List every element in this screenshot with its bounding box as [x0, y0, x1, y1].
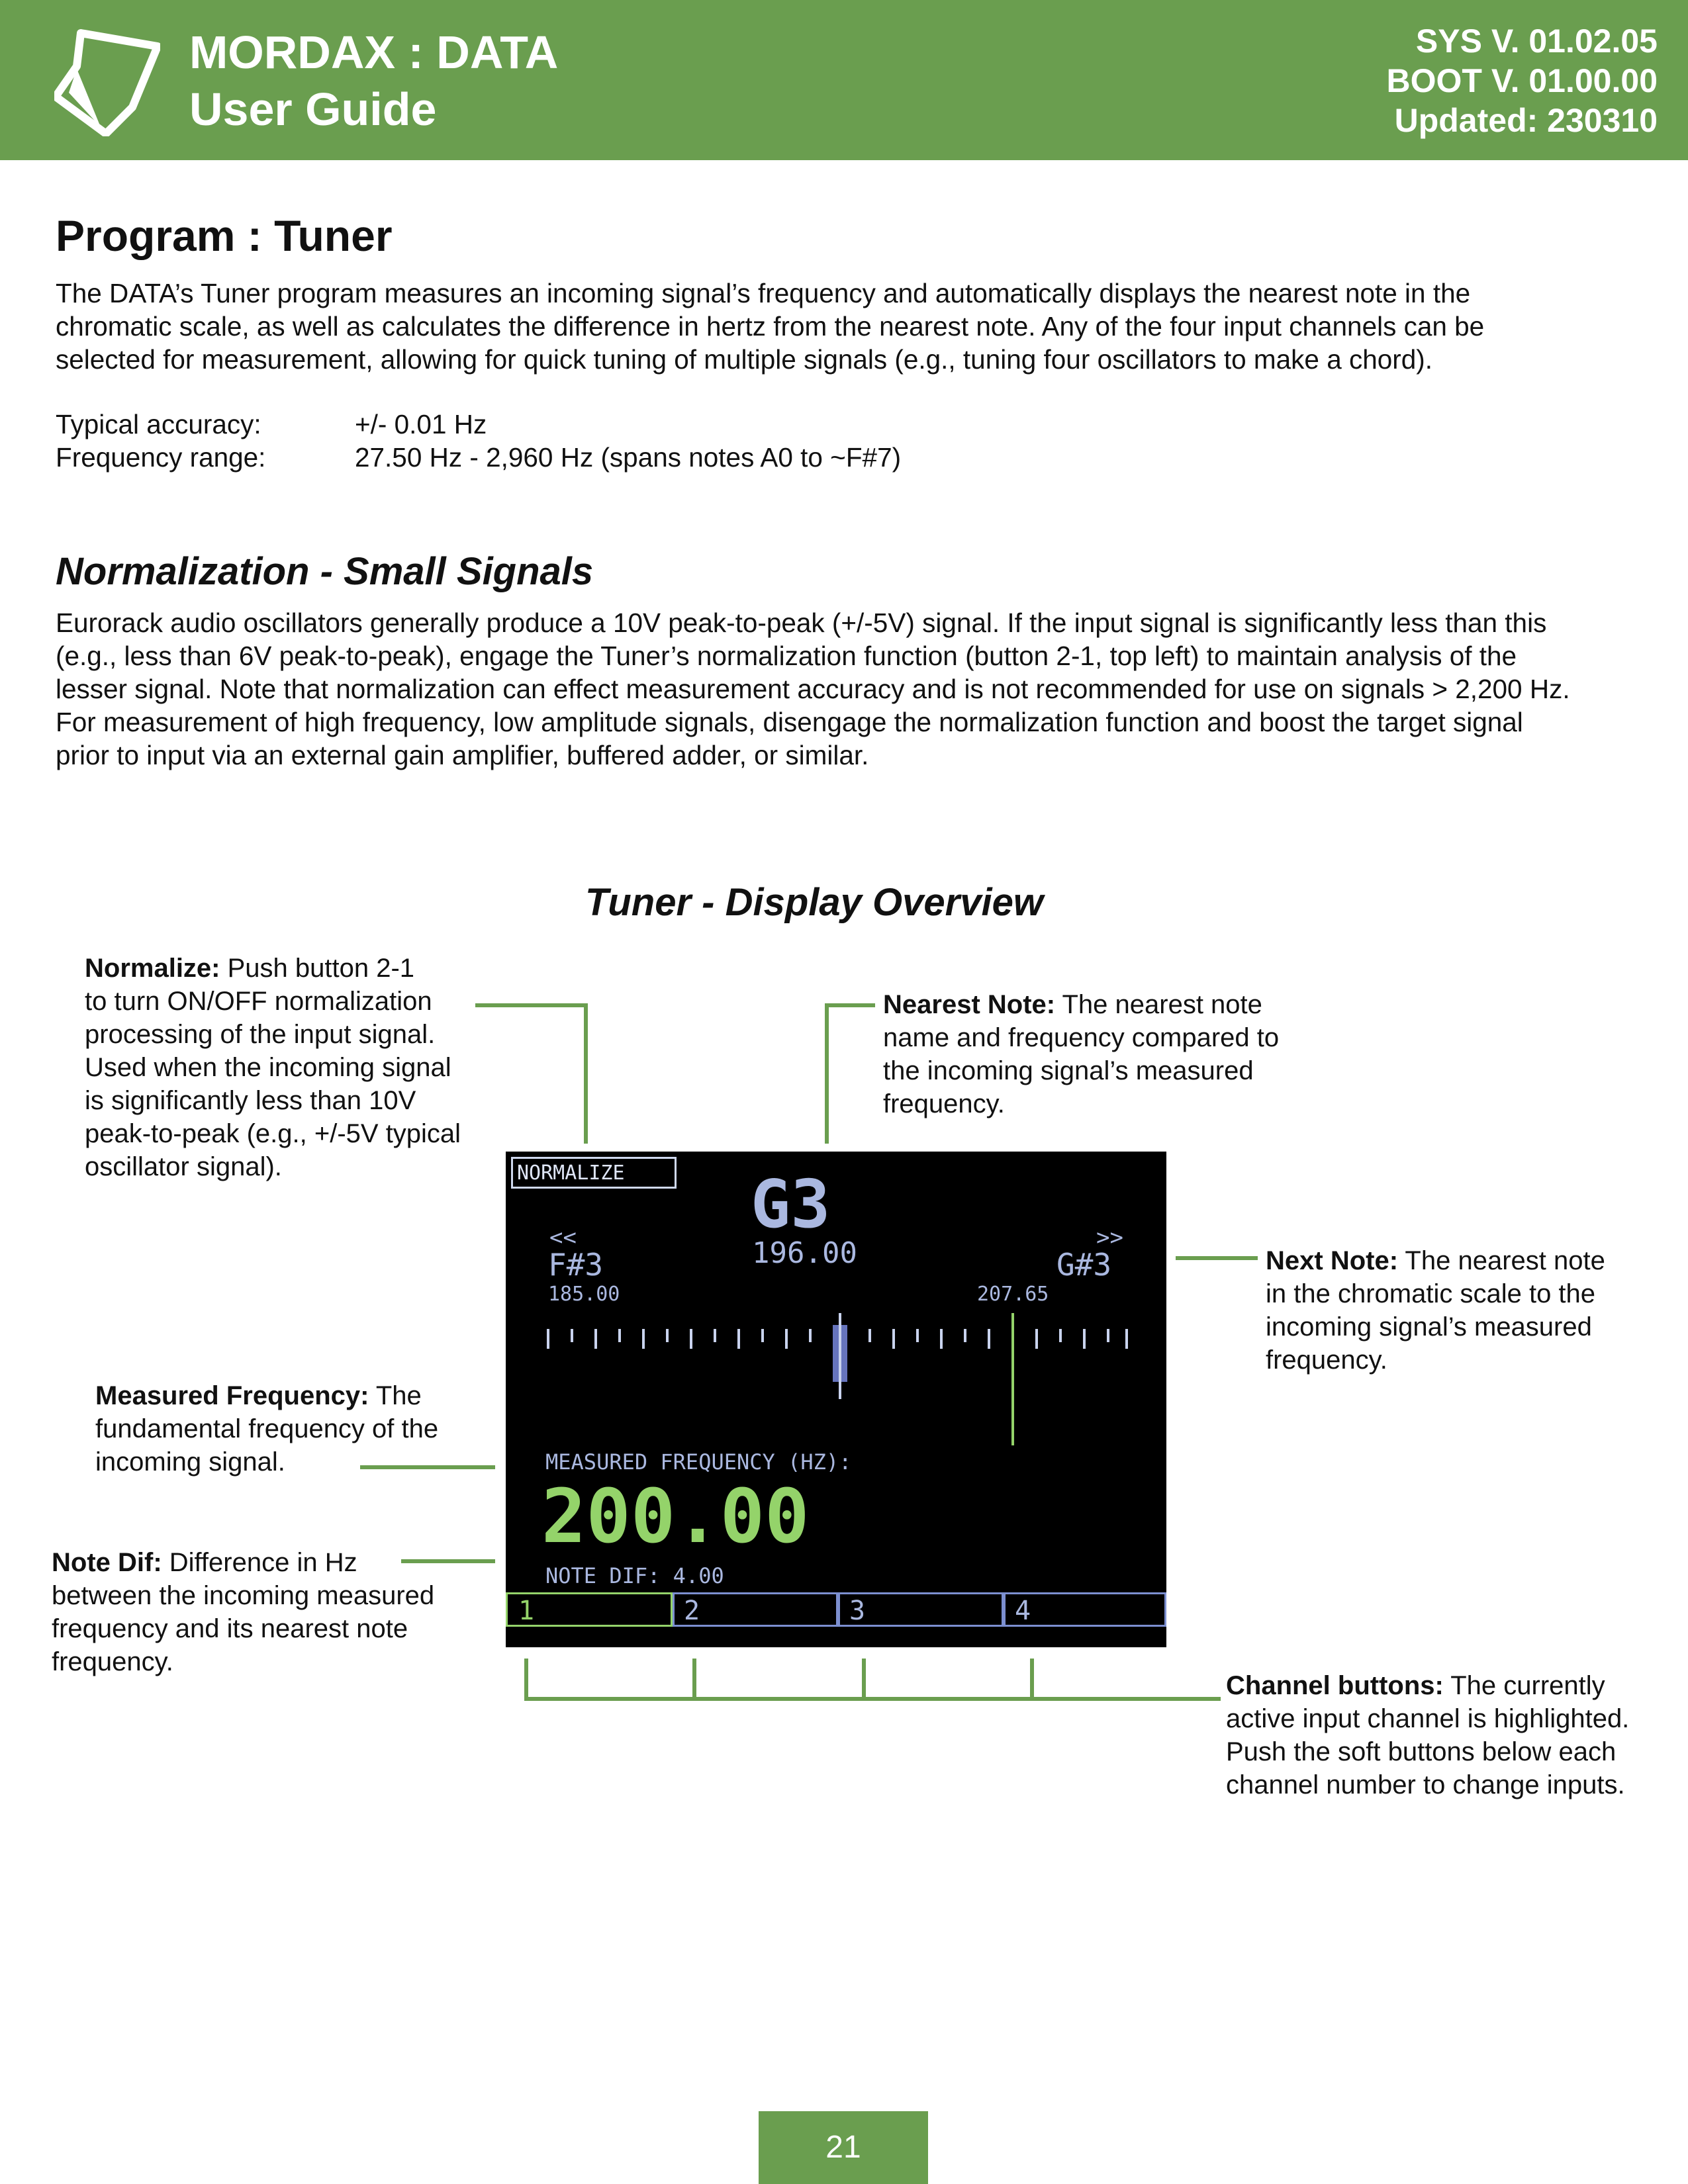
leader-line	[825, 1003, 875, 1007]
meter-tick	[916, 1329, 919, 1342]
updated-date: Updated: 230310	[1394, 102, 1658, 139]
meter-tick	[940, 1329, 943, 1349]
leader-line	[524, 1697, 1221, 1701]
spec-value: +/- 0.01 Hz	[355, 409, 487, 439]
text-line: lesser signal. Note that normalization can effect measurement accuracy and is not recommended for use on signals > 2,200 Hz.	[56, 674, 1570, 704]
prev-note-name: F#3	[548, 1247, 604, 1283]
section-heading-tuner: Program : Tuner	[56, 211, 393, 260]
leader-line	[825, 1003, 829, 1144]
text-line: For measurement of high frequency, low amplitude signals, disengage the normalization function and boost the target signal	[56, 707, 1523, 737]
measured-needle	[1011, 1313, 1014, 1445]
spec-label: Frequency range:	[56, 442, 266, 473]
callout-next-note: Next Note: The nearest note in the chromatic scale to the incoming signal’s measured frequency.	[1266, 1246, 1605, 1375]
leader-line	[584, 1003, 588, 1144]
leader-line	[401, 1559, 495, 1563]
tuner-screen	[506, 1152, 1166, 1647]
doc-subtitle: User Guide	[189, 83, 437, 135]
callout-measured-frequency: Measured Frequency: The fundamental frequency of the incoming signal.	[95, 1381, 439, 1477]
tuning-meter	[545, 1313, 1128, 1399]
text-line: prior to input via an external gain amplifier, buffered adder, or similar.	[56, 740, 869, 770]
channel-button-1[interactable]	[506, 1592, 673, 1627]
meter-tick	[594, 1329, 597, 1349]
leader-line	[1030, 1659, 1034, 1701]
text-line: chromatic scale, as well as calculates the difference in hertz from the nearest note. Any of the four input channels can be	[56, 311, 1485, 341]
meter-tick	[785, 1329, 788, 1349]
spec-value: 27.50 Hz - 2,960 Hz (spans notes A0 to ~F#7)	[355, 442, 902, 473]
tuner-description	[56, 277, 1684, 376]
channel-label: 4	[1015, 1596, 1031, 1626]
callout-note-dif: Note Dif: Difference in Hz between the incoming measured frequency and its nearest note frequency.	[52, 1548, 435, 1676]
leader-line	[360, 1465, 495, 1469]
meter-tick	[892, 1329, 895, 1349]
leader-line	[1176, 1256, 1258, 1260]
callout-channel-buttons: Channel buttons: The currently active input channel is highlighted. Push the soft buttons below each channel number to change inputs.	[1226, 1671, 1630, 1799]
nearest-note-frequency: 196.00	[752, 1236, 857, 1270]
boot-version: BOOT V. 01.00.00	[1386, 62, 1658, 99]
next-note-arrow: >>	[1096, 1224, 1123, 1251]
measured-frequency-value: 200.00	[541, 1474, 810, 1560]
text-line: selected for measurement, allowing for quick tuning of multiple signals (e.g., tuning four oscillators to make a chord).	[56, 344, 1433, 375]
next-note-frequency: 207.65	[977, 1283, 1049, 1306]
channel-label: 3	[849, 1596, 866, 1626]
leader-line	[524, 1659, 528, 1701]
meter-tick	[666, 1329, 669, 1342]
mordax-logo-icon	[54, 28, 160, 136]
note-dif: NOTE DIF: 4.00	[545, 1563, 724, 1588]
leader-line	[475, 1003, 588, 1007]
leader-line	[692, 1659, 696, 1701]
diagram-title: Tuner - Display Overview	[585, 881, 1043, 924]
center-line	[839, 1313, 841, 1399]
sys-version: SYS V. 01.02.05	[1415, 23, 1658, 60]
normalize-indicator[interactable]	[511, 1157, 677, 1189]
meter-tick	[714, 1329, 716, 1342]
spec-label: Typical accuracy:	[56, 409, 261, 439]
callout-nearest-note: Nearest Note: The nearest note name and frequency compared to the incoming signal’s measured frequency.	[883, 990, 1280, 1118]
text-line: The DATA’s Tuner program measures an incoming signal’s frequency and automatically displays the nearest note in the	[56, 278, 1471, 308]
meter-tick	[571, 1329, 573, 1342]
channel-label: 1	[518, 1596, 535, 1626]
meter-tick	[1107, 1329, 1109, 1342]
channel-button-3[interactable]	[838, 1592, 1004, 1627]
doc-title: MORDAX : DATA	[189, 26, 559, 78]
meter-tick	[737, 1329, 740, 1349]
measured-frequency-label: MEASURED FREQUENCY (HZ):	[545, 1449, 852, 1475]
normalize-label: NORMALIZE	[517, 1161, 625, 1185]
channel-button-4[interactable]	[1004, 1592, 1166, 1627]
text-line: Eurorack audio oscillators generally produce a 10V peak-to-peak (+/-5V) signal. If the input signal is significantly less than this	[56, 608, 1547, 638]
channel-button-2[interactable]	[673, 1592, 838, 1627]
prev-note-arrow: <<	[549, 1224, 577, 1251]
callout-normalize: Normalize: Push button 2-1 to turn ON/OFF normalization processing of the input signal. Used when the incoming signal is significantly less than 10V peak-to-peak (e.g., +/-5V typical oscillator signal).	[85, 954, 461, 1181]
meter-tick	[642, 1329, 645, 1349]
text-line: (e.g., less than 6V peak-to-peak), engage the Tuner’s normalization function (button 2-1, top left) to maintain analysis of the	[56, 641, 1517, 671]
meter-tick	[988, 1329, 990, 1349]
meter-tick	[690, 1329, 692, 1349]
meter-tick	[547, 1329, 549, 1349]
channel-label: 2	[684, 1596, 700, 1626]
section-heading-normalization: Normalization - Small Signals	[56, 550, 594, 593]
meter-tick	[761, 1329, 764, 1342]
meter-tick	[1059, 1329, 1062, 1342]
meter-tick	[964, 1329, 966, 1342]
nearest-note-name: G3	[751, 1165, 831, 1243]
meter-tick	[809, 1329, 812, 1342]
prev-note-frequency: 185.00	[548, 1283, 620, 1306]
meter-tick	[1125, 1329, 1128, 1349]
meter-tick	[868, 1329, 871, 1342]
meter-tick	[1083, 1329, 1086, 1349]
meter-tick	[618, 1329, 621, 1342]
next-note-name: G#3	[1056, 1247, 1112, 1283]
normalization-description	[56, 606, 1684, 772]
page-number: 21	[759, 2111, 928, 2184]
meter-tick	[1035, 1329, 1038, 1349]
leader-line	[862, 1659, 866, 1701]
